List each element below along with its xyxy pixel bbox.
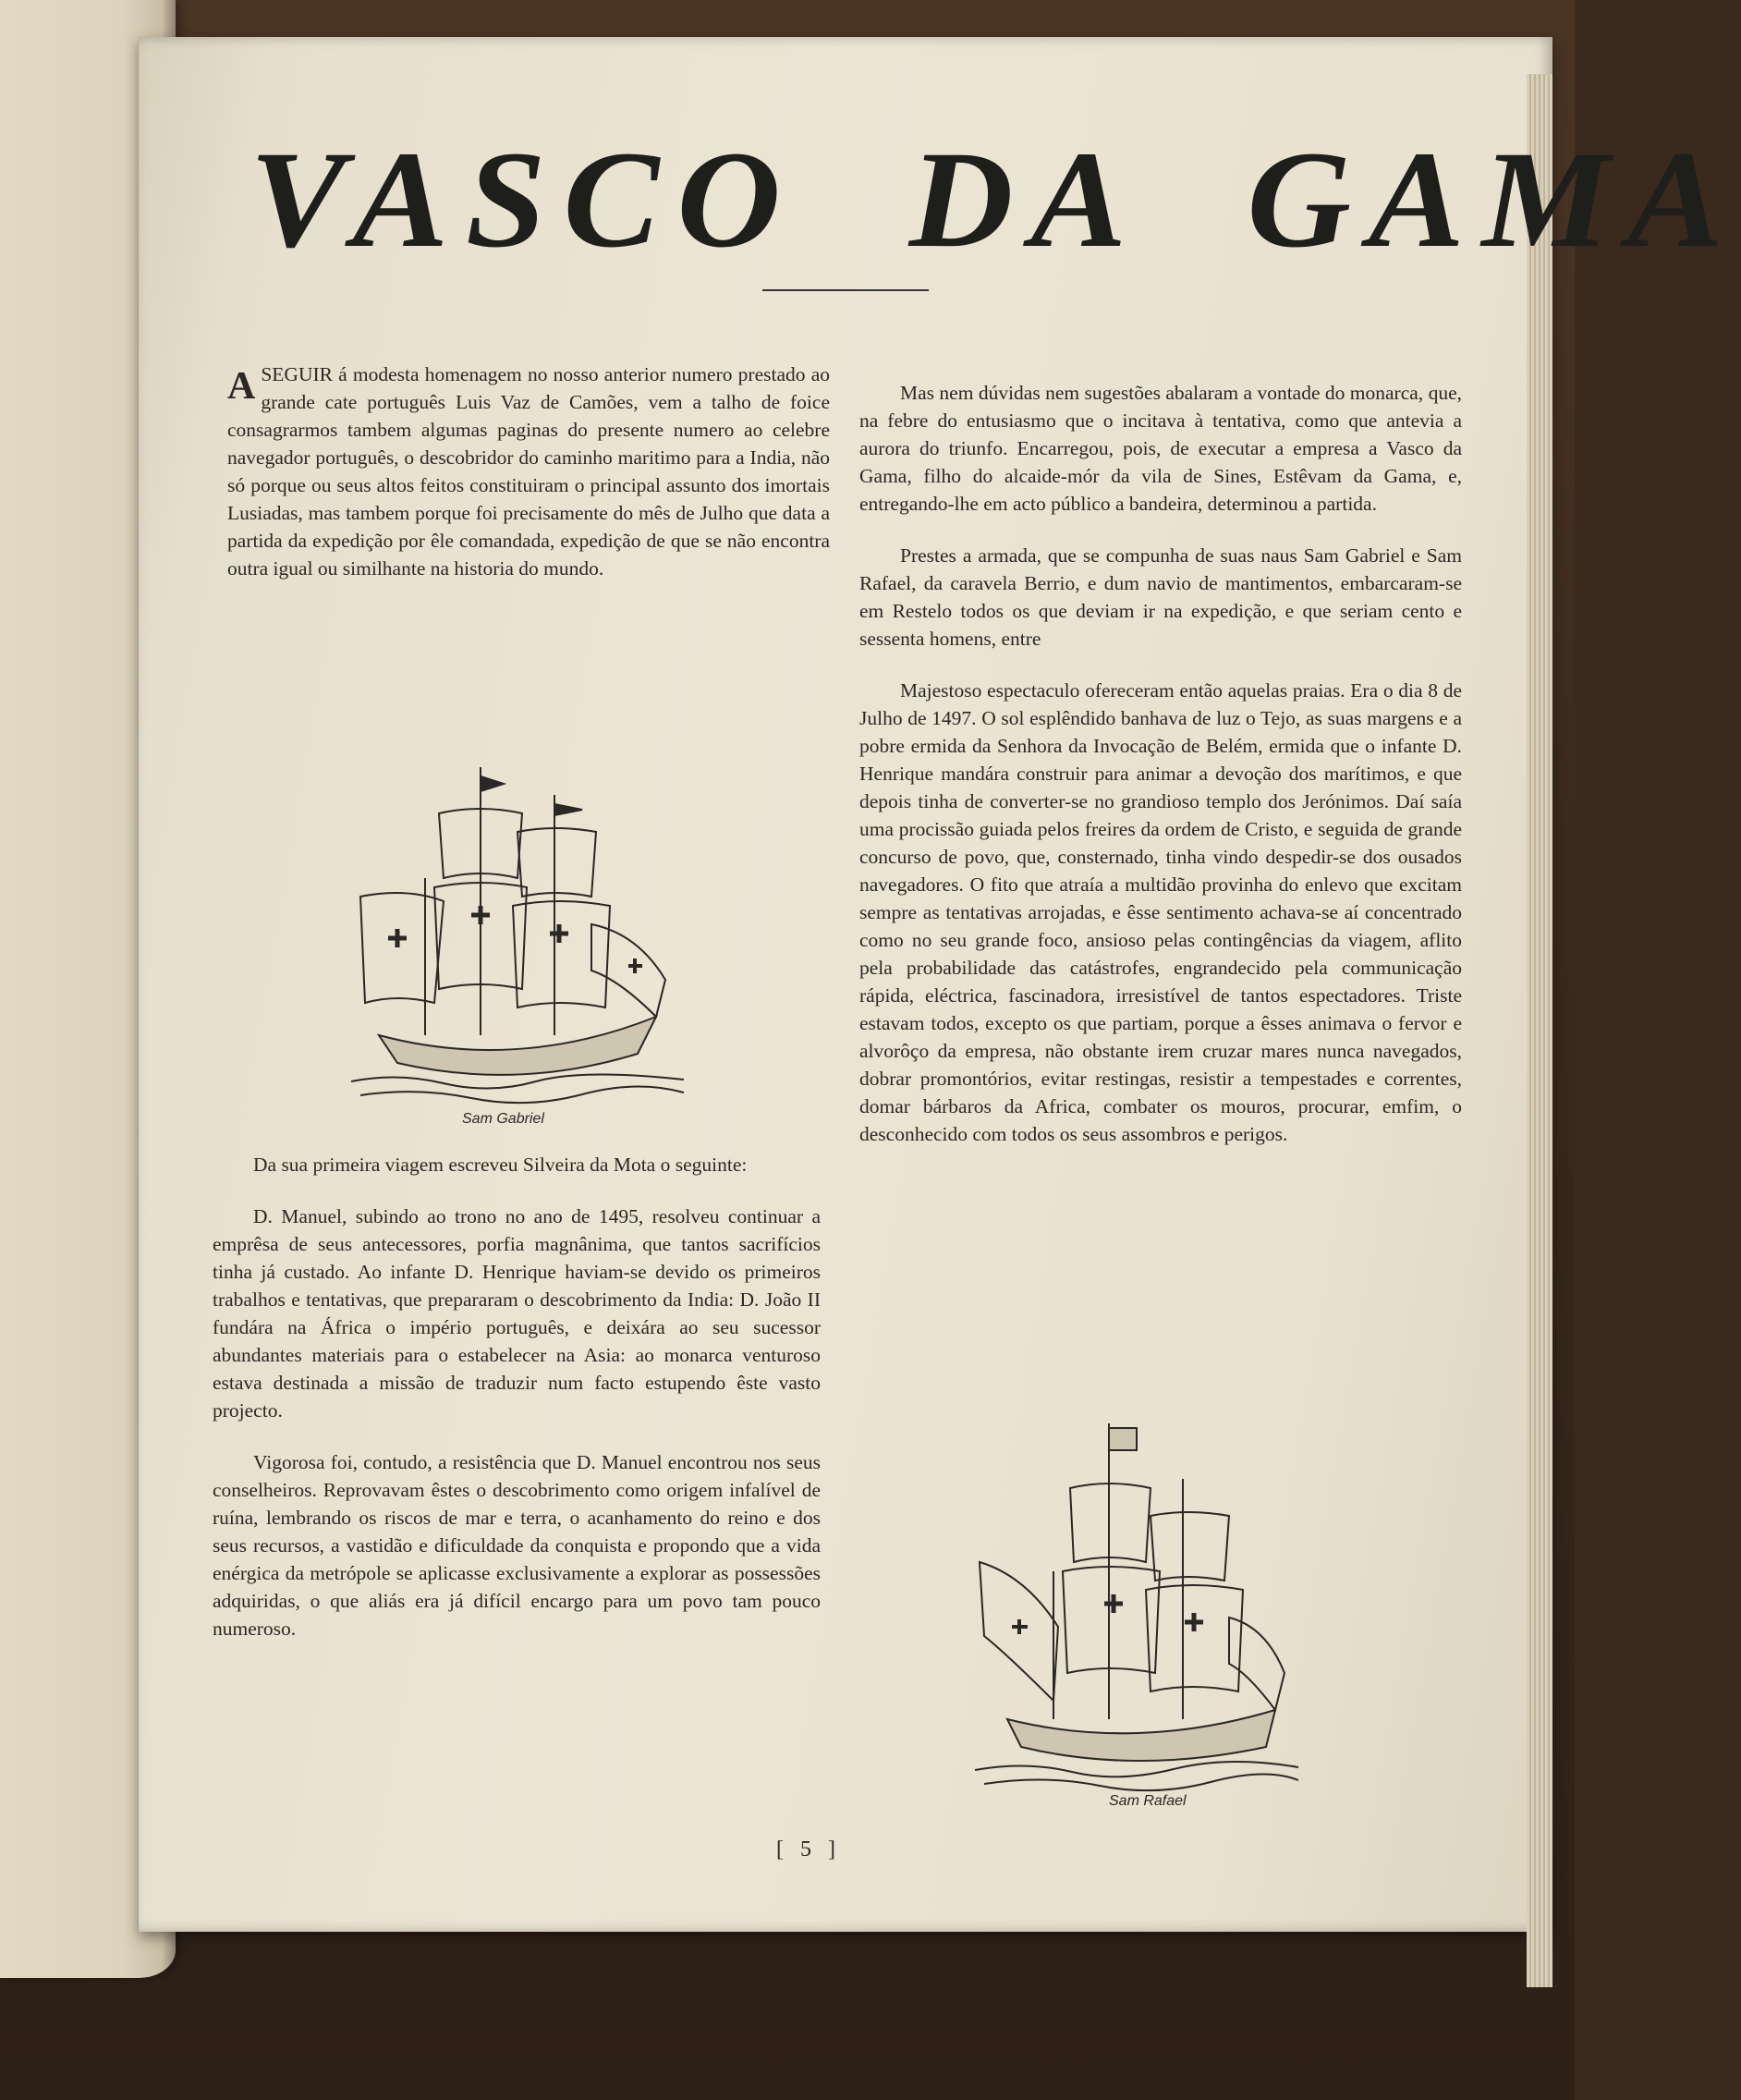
- left-column-intro: [227, 360, 830, 606]
- intro-text: SEGUIR á modesta homenagem no nosso anterior numero prestado ao grande cate português Luis Vaz de Camões, vem a talho de foice consagrarmos tambem algumas paginas do presente numero ao celebre navegador português, o descobridor do caminho maritimo para a India, não só porque ou seus altos feitos constituiram o principal assunto dos imortais Lusiadas, mas tambem porque foi precisamente do mês de Julho que data a partida da expedição por êle comandada, expedição de que se não encontra outra igual ou similhante na historia do mundo.: [227, 363, 830, 580]
- left-column-continued: [213, 1151, 821, 1667]
- left-paragraph-2: Da sua primeira viagem escreveu Silveira da Mota o seguinte:: [253, 1154, 748, 1176]
- title-divider: [762, 289, 929, 291]
- book-page: [139, 37, 1741, 1932]
- caption-sam-rafael: Sam Rafael: [1109, 1793, 1187, 1809]
- page-title: VASCO DA GAMA: [250, 123, 1741, 276]
- left-paragraph-3: D. Manuel, subindo ao trono no ano de 1495, resolveu continuar a emprêsa de seus antecessores, porfia magnânima, que tantos sacrifícios tinha já custado. Ao infante D. Henrique haviam-se devido os primeiros trabalhos e tentativas, que prepararam o descobrimento da India: D. João II fundára na África o império português, e deixára ao seu sucessor abundantes materiais para o estabelecer na Asia: ao monarca venturoso estava destinada a missão de traduzir num facto estupendo êste vasto projecto.: [213, 1205, 821, 1422]
- ship-sam-gabriel-illustration: [342, 739, 693, 1109]
- drop-cap: A: [227, 365, 256, 408]
- ship-sam-rafael-illustration: [970, 1405, 1303, 1802]
- page-stack-edges: [1527, 74, 1552, 1987]
- right-column: [859, 379, 1462, 1172]
- page-number: [ 5 ]: [776, 1838, 841, 1862]
- right-paragraph-1: Mas nem dúvidas nem sugestões abalaram a vontade do monarca, que, na febre do entusiasmo que o incitava à tentativa, como que antevia a aurora do triunfo. Encarregou, pois, de executar a empresa a Vasco da Gama, filho do alcaide-mór da vila de Sines, Estêvam da Gama, e, entregando-lhe em acto público a bandeira, determinou a partida.: [859, 382, 1462, 515]
- left-paragraph-4: Vigorosa foi, contudo, a resistência que D. Manuel encontrou nos seus conselheiros. Reprovavam êstes o descobrimento como origem infalível de ruína, lembrando os riscos de mar e terra, o acanhamento do reino e dos seus recursos, a vastidão e dificuldade da conquista e propondo que a vida enérgica da metrópole se aplicasse exclusivamente a explorar as possessões adquiridas, o que aliás era já difícil encargo para um povo tam pouco numeroso.: [213, 1451, 821, 1640]
- caption-sam-gabriel: Sam Gabriel: [462, 1111, 544, 1127]
- intro-paragraph: [227, 360, 830, 582]
- right-paragraph-2: Prestes a armada, que se compunha de suas naus Sam Gabriel e Sam Rafael, da caravela Berrio, e dum navio de mantimentos, embarcaram-se em Restelo todos os que deviam ir na expedição, e que seriam cento e sessenta homens, entre: [859, 544, 1462, 650]
- right-paragraph-3: Majestoso espectaculo ofereceram então aquelas praias. Era o dia 8 de Julho de 1497. O sol esplêndido banhava de luz o Tejo, as suas margens e a pobre ermida da Senhora da Invocação de Belém, ermida que o infante D. Henrique mandára construir para animar a devoção dos marítimos, e que depois tinha de converter-se no grandioso templo dos Jerónimos. Daí saía uma procissão guiada pelos freires da ordem de Cristo, e seguida de grande concurso de povo, que, consternado, tinha vindo despedir-se dos ousados navegadores. O fito que atraía a multidão provinha do enlevo que excitam sempre as tentativas arrojadas, e êsse sentimento achava-se aí concentrado como no seu grande foco, ansioso pelas contingências da viagem, aflito pela probabilidade das catástrofes, engrandecido pela communicação rápida, eléctrica, fascinadora, irresistível de tantos espectadores. Triste estavam todos, excepto os que partiam, porque a êsses animava o fervor e alvorôço da empresa, não obstante irem cruzar mares nunca navegados, dobrar promontórios, evitar restingas, resistir a tempestades e correntes, domar bárbaros da Africa, combater os mouros, procurar, emfim, o desconhecido com todos os seus assombros e perigos.: [859, 679, 1462, 1145]
